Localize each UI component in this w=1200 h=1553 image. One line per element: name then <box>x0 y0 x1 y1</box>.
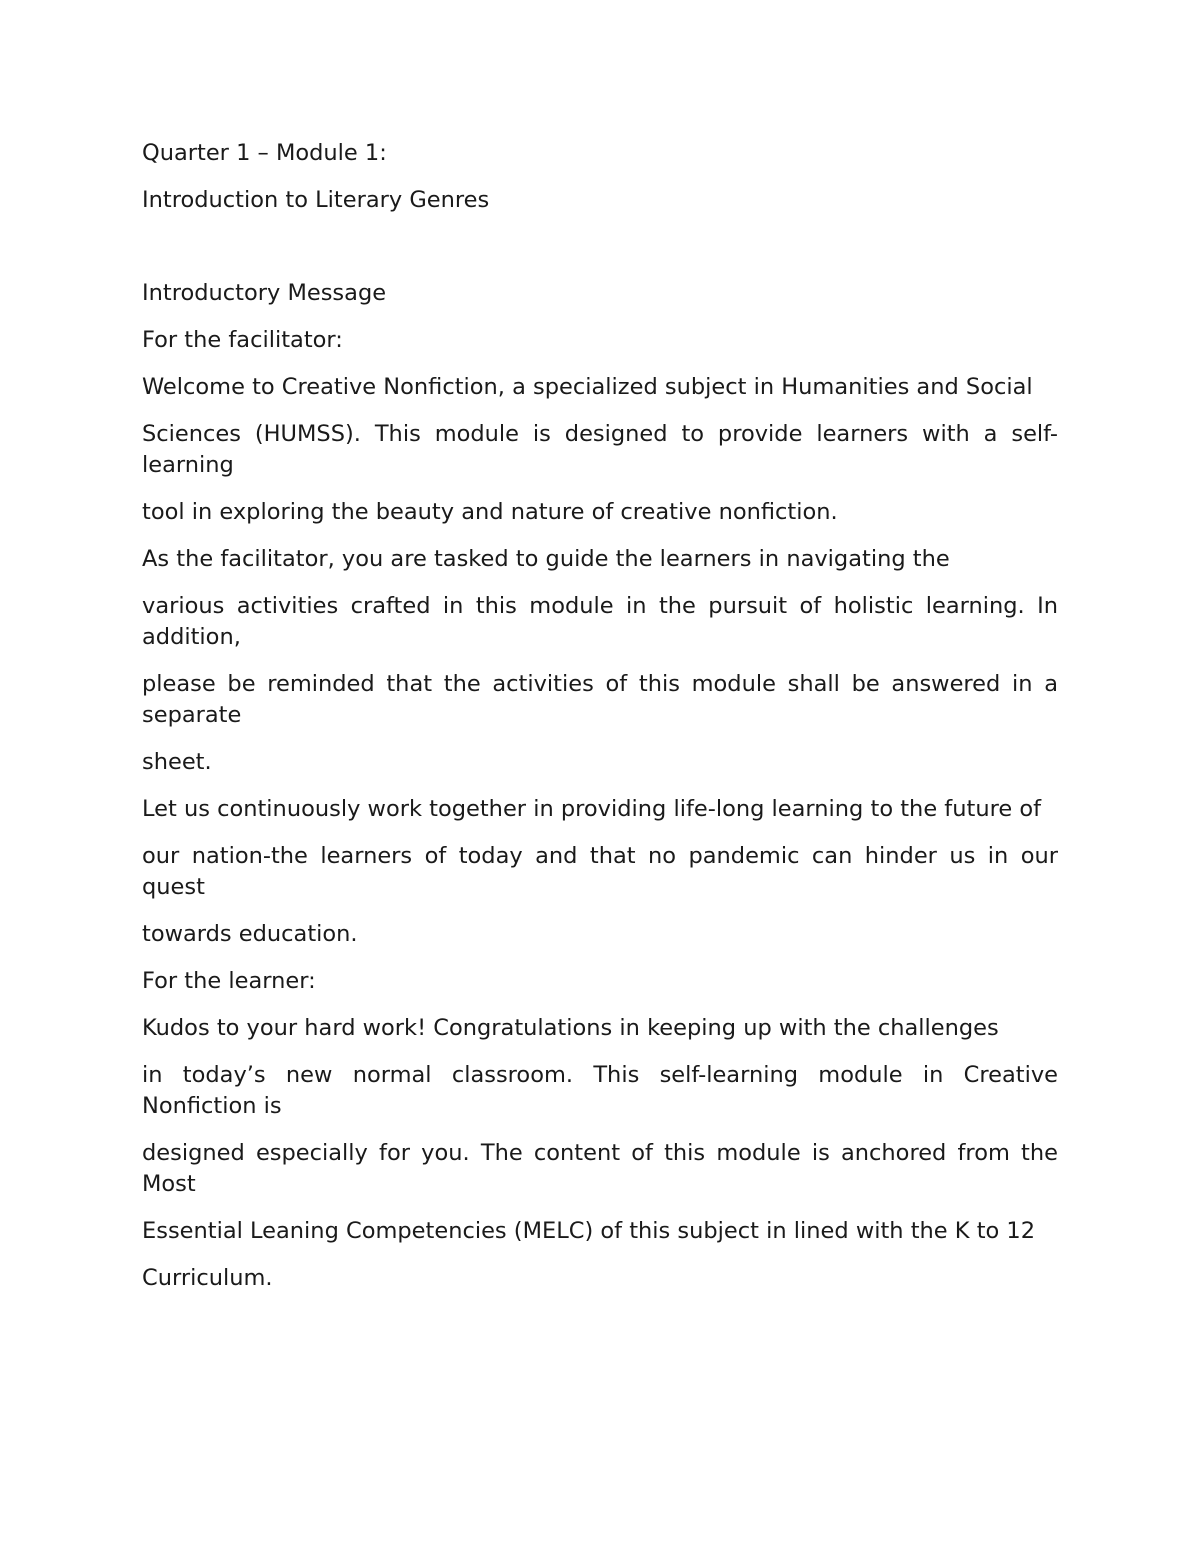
learner-line: designed especially for you. The content of this module is anchored from the Most <box>142 1140 1058 1197</box>
learner-line: in today’s new normal classroom. This self-learning module in Creative Nonfiction is <box>142 1062 1058 1119</box>
module-title: Introduction to Literary Genres <box>142 187 490 213</box>
facilitator-line: Sciences (HUMSS). This module is designed to provide learners with a self-learning <box>142 421 1058 478</box>
facilitator-line: tool in exploring the beauty and nature of creative nonfiction. <box>142 499 838 525</box>
facilitator-line: As the facilitator, you are tasked to guide the learners in navigating the <box>142 546 950 572</box>
facilitator-line: Let us continuously work together in providing life-long learning to the future of <box>142 796 1042 822</box>
facilitator-line: towards education. <box>142 921 358 947</box>
section-heading: Introductory Message <box>142 280 387 306</box>
learner-line: Kudos to your hard work! Congratulations in keeping up with the challenges <box>142 1015 999 1041</box>
document-body <box>142 138 1058 1310</box>
quarter-module-label: Quarter 1 – Module 1: <box>142 140 387 166</box>
facilitator-line: various activities crafted in this module in the pursuit of holistic learning. In addition, <box>142 593 1058 650</box>
learner-heading: For the learner: <box>142 968 316 994</box>
blank-line <box>142 232 1058 278</box>
learner-line: Curriculum. <box>142 1265 273 1291</box>
facilitator-line: our nation-the learners of today and that no pandemic can hinder us in our quest <box>142 843 1058 900</box>
facilitator-line: Welcome to Creative Nonfiction, a specialized subject in Humanities and Social <box>142 374 1033 400</box>
learner-line: Essential Leaning Competencies (MELC) of this subject in lined with the K to 12 <box>142 1218 1036 1244</box>
facilitator-heading: For the facilitator: <box>142 327 343 353</box>
facilitator-line: sheet. <box>142 749 212 775</box>
facilitator-line: please be reminded that the activities of this module shall be answered in a separate <box>142 671 1058 728</box>
